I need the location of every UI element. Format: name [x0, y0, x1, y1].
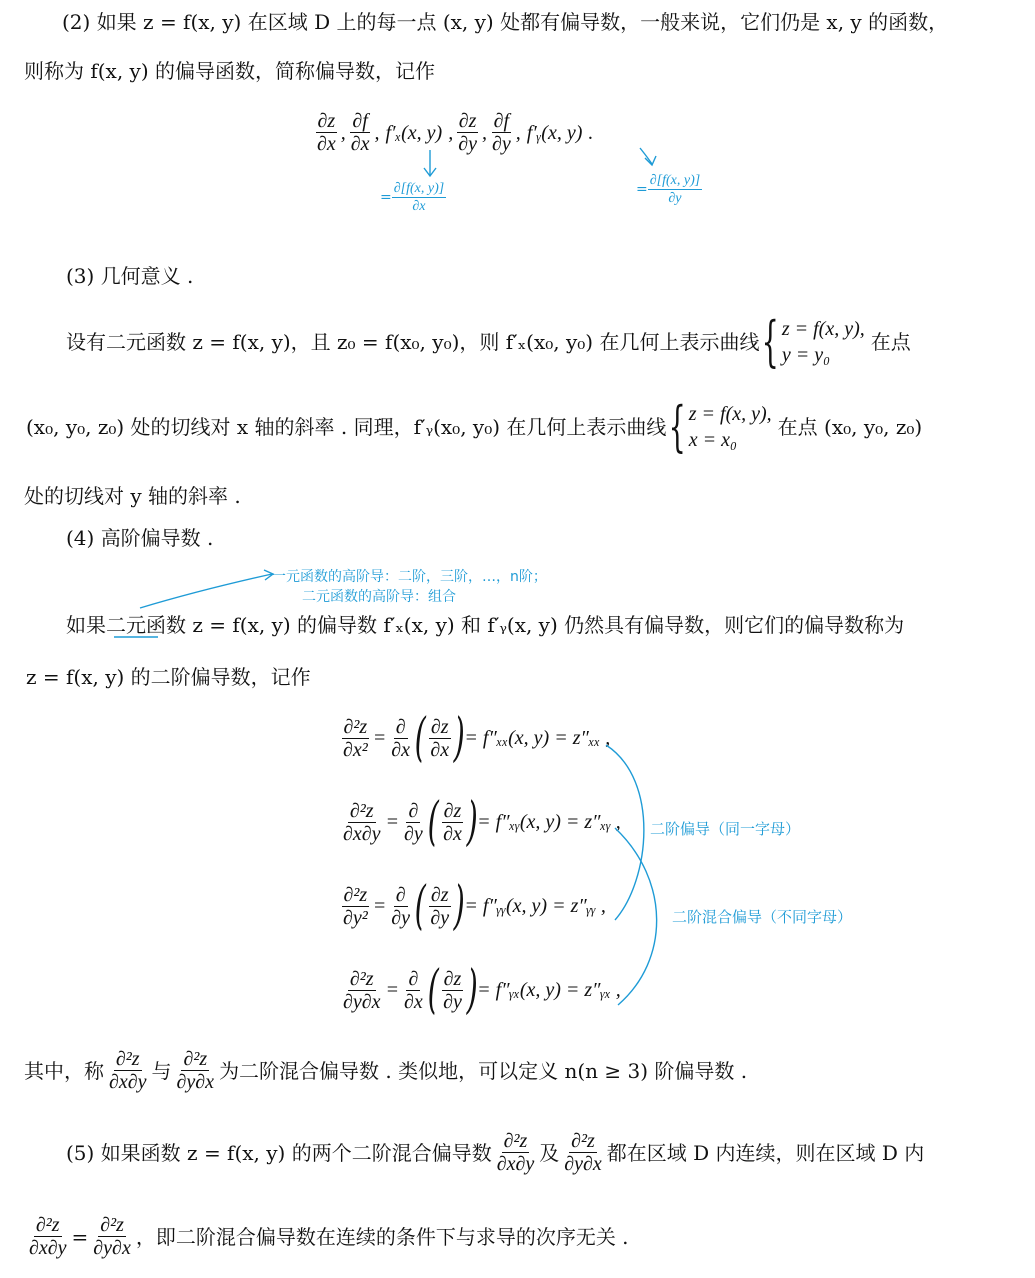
annotation-fx: = $\frac{\partial[f(x, y)]}{\partial x}$ — [380, 181, 445, 214]
curve-xx-yy — [606, 745, 644, 920]
arrow-line-fy — [640, 148, 652, 164]
eq-xy: $\frac{\text{∂²z}}{\partial x\partial y}$ = $\frac{\partial}{\partial y}$ ( $\frac{\partial z}{\partial x}$ ) = f″ₓᵧ(x, y) = z″ₓᵧ , — [343, 792, 621, 852]
annotation-mixed: 二阶混合偏导（不同字母） — [672, 908, 853, 926]
para5-line1: (5) 如果函数 z = f(x, y) 的两个二阶混合偏导数 $\frac{\text{∂²z}}{\partial x\partial y}$ 及 $\frac{\text{∂²z}}{\partial y\partial x}$ 都在区域 D 内连续，则在区域 D 内 — [66, 1130, 925, 1175]
annotation-higher-order-2: 二元函数的高阶导：组合 — [302, 589, 456, 605]
curve-xy-yx — [615, 828, 657, 1005]
para4-heading: (4) 高阶偏导数 . — [66, 526, 214, 550]
para2-line1: (2) 如果 z = f(x, y) 在区域 D 上的每一点 (x, y) 处都有偏导数，一般来说，它们仍是 x, y 的函数， — [62, 10, 949, 34]
eq-yy: $\frac{\text{∂²z}}{\text{∂y²}}$ = $\frac{\partial}{\partial y}$ ( $\frac{\partial z}{\partial y}$ ) = f″ᵧᵧ(x, y) = z″ᵧᵧ , — [343, 876, 606, 936]
annotation-higher-order-1: 一元函数的高阶导：二阶，三阶，…，n阶； — [272, 569, 547, 585]
para3-line1: 设有二元函数 z = f(x, y)，且 z₀ = f(x₀, y₀)，则 f′ₓ(x₀, y₀) 在几何上表示曲线 { z = f(x, y), y = y₀ 在点 — [66, 310, 911, 373]
para3-line2: (x₀, y₀, z₀) 处的切线对 x 轴的斜率 . 同理，f′ᵧ(x₀, y₀) 在几何上表示曲线 { z = f(x, y), x = x₀ 在点 (x₀, y₀, z₀) — [26, 395, 923, 458]
eq-yx: $\frac{\text{∂²z}}{\partial y\partial x}$ = $\frac{\partial}{\partial x}$ ( $\frac{\partial z}{\partial y}$ ) = f″ᵧₓ(x, y) = z″ᵧₓ , — [343, 960, 621, 1020]
para3-line3: 处的切线对 y 轴的斜率 . — [24, 484, 241, 508]
notation-fx: f′ₓ(x, y) — [385, 121, 443, 144]
annotation-same-letter: 二阶偏导（同一字母） — [650, 820, 801, 838]
para5-line2: $\frac{\text{∂²z}}{\partial x\partial y}$ = $\frac{\text{∂²z}}{\partial y\partial x}$ ，即二阶混合偏导数在连续的条件下与求导的次序无关 . — [29, 1214, 629, 1259]
partial-notation: $\frac{\partial z}{\partial x}$ , $\frac{\partial f}{\partial x}$ , f′ₓ(x, y) , $\frac{\partial z}{\partial y}$ , $\frac{\partial f}{\partial y}$ , f′ᵧ(x, y) . — [317, 110, 594, 155]
eq-xx: $\frac{\text{∂²z}}{\text{∂x²}}$ = $\frac{\partial}{\partial x}$ ( $\frac{\partial z}{\partial x}$ ) = f″ₓₓ(x, y) = z″ₓₓ , — [343, 708, 611, 768]
para4-line2: z = f(x, y) 的二阶偏导数，记作 — [26, 665, 311, 689]
notation-fy: f′ᵧ(x, y) — [526, 121, 583, 144]
para4-summary: 其中，称 $\frac{\text{∂²z}}{\partial x\partial y}$ 与 $\frac{\text{∂²z}}{\partial y\partial x}$ 为二阶混合偏导数 . 类似地，可以定义 n(n ≥ 3) 阶偏导数 . — [24, 1048, 748, 1093]
annotation-fy: = $\frac{\partial[f(x, y)]}{\partial y}$ — [636, 173, 701, 206]
para3-heading: (3) 几何意义 . — [66, 264, 194, 288]
arrow-line-higher-order — [140, 574, 272, 608]
para2-line2: 则称为 f(x, y) 的偏导函数，简称偏导数，记作 — [24, 59, 436, 83]
para4-line1: 如果二元函数 z = f(x, y) 的偏导数 f′ₓ(x, y) 和 f′ᵧ(x, y) 仍然具有偏导数，则它们的偏导数称为 — [66, 613, 905, 637]
